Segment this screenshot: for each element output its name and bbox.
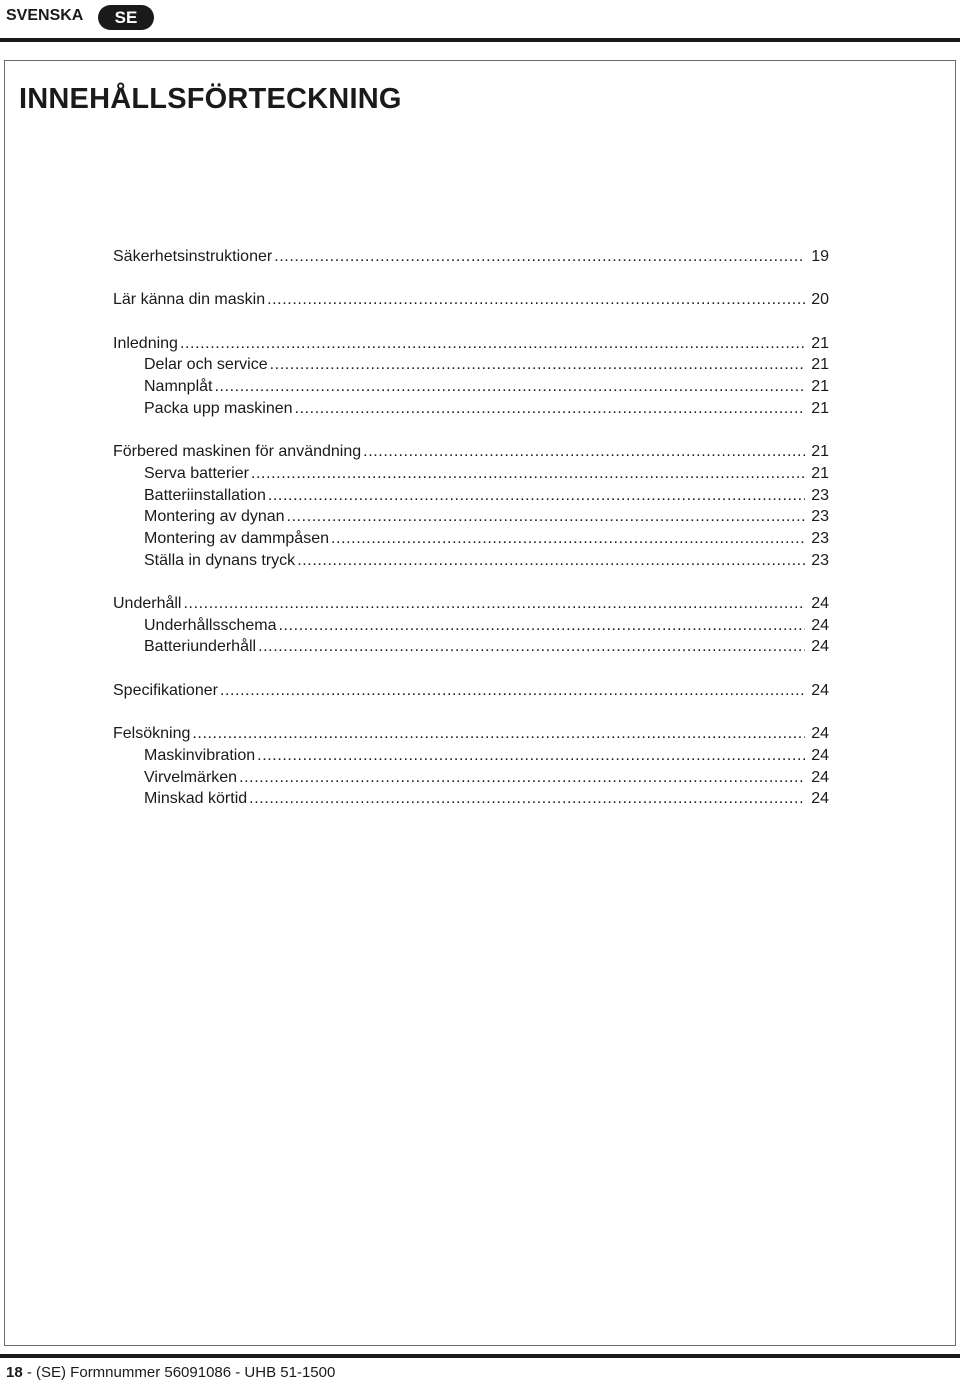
toc-entry-label: Delar och service — [144, 356, 268, 374]
toc-entry-page: 20 — [811, 291, 829, 309]
toc-entry-page: 21 — [811, 356, 829, 374]
toc-entry[interactable] — [113, 356, 829, 378]
toc-entry-page: 23 — [811, 486, 829, 504]
toc-entry-label: Maskinvibration — [144, 746, 256, 764]
toc-dot-leader — [257, 747, 805, 765]
toc-entry[interactable] — [113, 530, 829, 552]
page-header — [0, 0, 960, 44]
toc-entry[interactable] — [113, 769, 829, 791]
toc-dot-leader — [183, 595, 805, 613]
toc-dot-leader — [239, 769, 805, 787]
toc-entry-page: 23 — [811, 551, 829, 569]
toc-entry-page: 24 — [811, 638, 829, 656]
toc-dot-leader — [279, 617, 805, 635]
toc-entry[interactable] — [113, 487, 829, 509]
page-footer — [6, 1364, 335, 1381]
toc-entry-label: Inledning — [113, 334, 178, 352]
toc-entry[interactable] — [113, 443, 829, 465]
toc-entry[interactable] — [113, 638, 829, 660]
toc-entry-label: Underhållsschema — [144, 616, 277, 634]
toc-entry[interactable] — [113, 400, 829, 422]
toc-entry-label: Namnplåt — [144, 378, 213, 396]
toc-dot-leader — [297, 552, 805, 570]
toc-entry-page: 24 — [811, 746, 829, 764]
toc-dot-leader — [274, 248, 805, 266]
toc-dot-leader — [268, 487, 805, 505]
toc-dot-leader — [295, 400, 805, 418]
toc-dot-leader — [331, 530, 805, 548]
toc-entry-page: 24 — [811, 681, 829, 699]
header-rule — [0, 38, 960, 42]
toc-entry-page: 24 — [811, 725, 829, 743]
toc-entry-label: Serva batterier — [144, 464, 249, 482]
toc-entry-label: Minskad körtid — [144, 790, 248, 808]
toc-entry-label: Felsökning — [113, 725, 191, 743]
toc-entry-label: Virvelmärken — [144, 768, 238, 786]
toc-entry-label: Batteriinstallation — [144, 486, 266, 504]
toc-entry-label: Lär känna din maskin — [113, 291, 266, 309]
toc-entry[interactable] — [113, 617, 829, 639]
toc-entry-label: Specifikationer — [113, 681, 218, 699]
toc-dot-leader — [363, 443, 805, 461]
toc-entry-page: 21 — [811, 464, 829, 482]
toc-entry-page: 21 — [811, 399, 829, 417]
table-of-contents — [113, 248, 829, 812]
toc-entry[interactable] — [113, 747, 829, 769]
toc-entry-page: 24 — [811, 768, 829, 786]
toc-entry-page: 19 — [811, 248, 829, 265]
toc-entry-label: Batteriunderhåll — [144, 638, 257, 656]
toc-dot-leader — [180, 335, 805, 353]
toc-entry-label: Ställa in dynans tryck — [144, 551, 296, 569]
toc-entry-page: 24 — [811, 595, 829, 612]
toc-entry[interactable] — [113, 682, 829, 704]
toc-entry-page: 23 — [811, 529, 829, 547]
toc-entry-page: 24 — [811, 790, 829, 808]
toc-entry-label: Underhåll — [113, 595, 182, 612]
toc-dot-leader — [214, 378, 805, 396]
toc-dot-leader — [258, 638, 805, 656]
toc-entry-page: 23 — [811, 508, 829, 526]
language-badge: SE — [98, 5, 154, 30]
toc-entry[interactable] — [113, 248, 829, 270]
toc-entry[interactable] — [113, 508, 829, 530]
toc-entry-page: 21 — [811, 443, 829, 461]
page-title: INNEHÅLLSFÖRTECKNING — [19, 83, 402, 115]
toc-entry[interactable] — [113, 378, 829, 400]
toc-dot-leader — [192, 725, 805, 743]
toc-entry-page: 21 — [811, 378, 829, 396]
footer-page-number: 18 — [6, 1364, 23, 1381]
toc-entry-label: Säkerhetsinstruktioner — [113, 248, 273, 265]
toc-entry[interactable] — [113, 335, 829, 357]
toc-dot-leader — [270, 356, 805, 374]
toc-entry-page: 21 — [811, 334, 829, 352]
toc-entry[interactable] — [113, 725, 829, 747]
toc-dot-leader — [249, 790, 805, 808]
toc-entry[interactable] — [113, 790, 829, 812]
toc-dot-leader — [220, 682, 805, 700]
language-label: SVENSKA — [6, 7, 84, 24]
toc-dot-leader — [267, 291, 805, 309]
footer-form-number: - (SE) Formnummer 56091086 - UHB 51-1500 — [22, 1364, 336, 1381]
toc-entry-label: Förbered maskinen för användning — [113, 443, 362, 461]
toc-dot-leader — [287, 508, 805, 526]
toc-entry[interactable] — [113, 291, 829, 313]
toc-entry-label: Packa upp maskinen — [144, 399, 293, 417]
toc-entry-page: 24 — [811, 616, 829, 634]
toc-entry[interactable] — [113, 465, 829, 487]
toc-entry-label: Montering av dynan — [144, 508, 285, 526]
toc-entry[interactable] — [113, 552, 829, 574]
footer-rule — [0, 1354, 960, 1358]
toc-entry[interactable] — [113, 595, 829, 617]
toc-entry-label: Montering av dammpåsen — [144, 529, 329, 547]
toc-dot-leader — [251, 465, 805, 483]
